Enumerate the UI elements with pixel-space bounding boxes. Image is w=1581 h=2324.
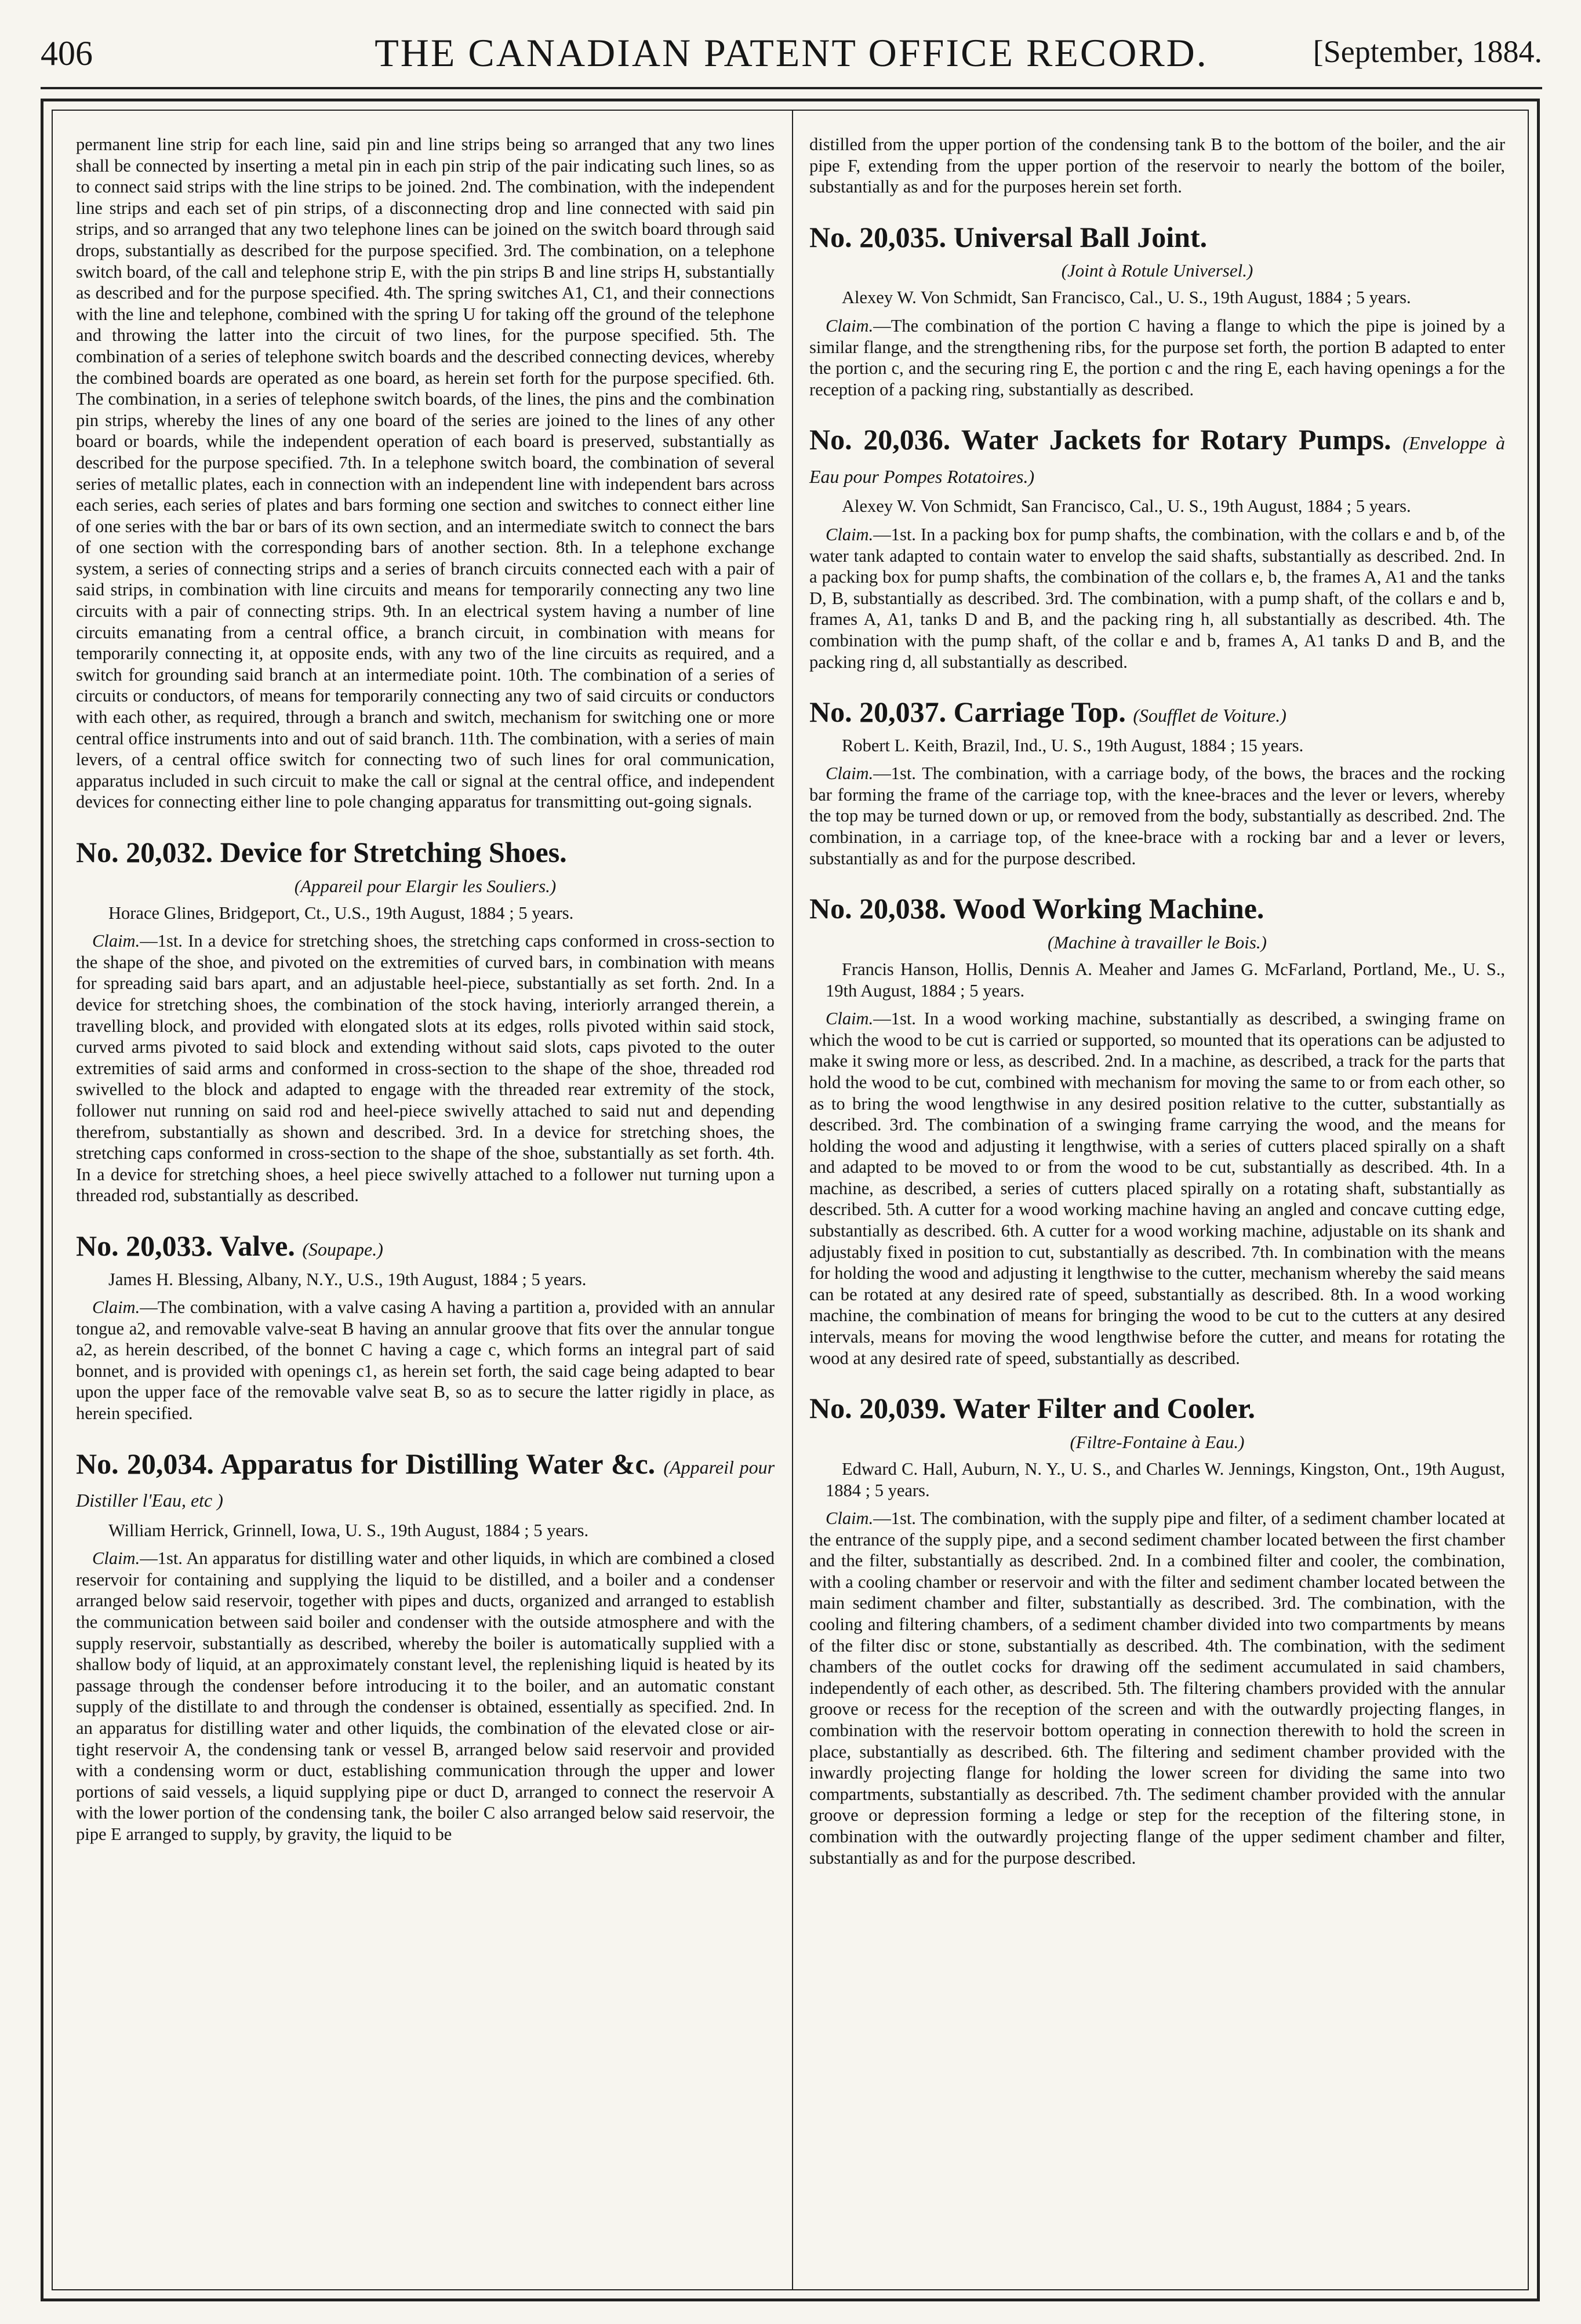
patent-heading <box>76 1448 775 1514</box>
french-title: (Enveloppe à Eau pour Pompes Rotatoires.) <box>809 432 1505 487</box>
french-title: (Appareil pour Distiller l'Eau, etc ) <box>76 1456 775 1511</box>
inventor-line: Robert L. Keith, Brazil, Ind., U. S., 19th August, 1884 ; 15 years. <box>842 735 1304 755</box>
french-title: (Joint à Rotule Universel.) <box>1061 260 1253 281</box>
claim-label: Claim. <box>826 1009 874 1029</box>
page-number: 406 <box>41 34 93 72</box>
claim-body: —The combination, with a valve casing A having a partition a, provided with an annular tongue a2, and removable valve-seat B having an annular groove that fits over the annular tongue a2, as herein described, of the bonnet C having a cage c, which forms an integral part of said bonnet, and is provided with openings c1, as herein set forth, the said cage being adapted to bear upon the upper face of the removable valve seat B, so as to secure the latter rigidly in place, as herein specified. <box>76 1297 775 1424</box>
claim-label: Claim. <box>92 1297 140 1318</box>
left-column <box>76 134 775 1852</box>
patent-heading <box>809 1392 1505 1425</box>
claim-body: —1st. An apparatus for distilling water and other liquids, in which are combined a closed reservoir for containing and supplying the liquid to be distilled, and a boiler and a condenser arranged below said reservoir, together with pipes and ducts, organized and arranged to establish the communication between said boiler and condenser with the outside atmosphere and with the supply reservoir, substantially as described, whereby the boiler is automatically supplied with a shallow body of liquid, at an approximately constant level, the replenishing liquid is heated by its passage through the condenser before introducing it to the boiler, and an automatic constant supply of the distillate to and through the condenser is obtained, essentially as specified. 2nd. In an apparatus for distilling water and other liquids, the combination of the elevated close or air-tight reservoir A, the condensing tank or vessel B, arranged below said reservoir and provided with a condensing worm or duct, establishing communication through the upper and lower portions of said vessels, a liquid supplying pipe or duct D, arranged to connect the reservoir A with the lower portion of the condensing tank, the boiler C also arranged below said reservoir, the pipe E arranged to supply, by gravity, the liquid to be <box>76 1548 775 1844</box>
inventor-line: Francis Hanson, Hollis, Dennis A. Meaher and James G. McFarland, Portland, Me., U. S., 19th August, 1884 ; 5 years. <box>826 959 1505 1001</box>
claim-body: —1st. In a wood working machine, substantially as described, a swinging frame on which the wood to be cut is carried or supported, so mounted that its operations can be adjusted to make it swing more or less, as described. 2nd. In a machine, as described, a track for the parts that hold the wood to be cut, combined with mechanism for moving the same to or from each other, so as to bring the wood lengthwise in any desired position relative to the cutter, substantially as described. 3rd. The combination of a swinging frame carrying the wood, and the means for holding the wood and adjusting it lengthwise, with a series of cutters placed spirally on a shaft and adapted to be moved to or from the wood to be cut, substantially as described. 4th. In a machine, as described, a series of cutters placed spirally on a rotating shaft, substantially as described. 5th. A cutter for a wood working machine having an angled and concave cutting edge, substantially as described. 6th. A cutter for a wood working machine, adjustable on its shank and adjustably fixed in position to cut, substantially as described. 7th. In combination with the means for holding the wood and adjusting it lengthwise to the cutter, mechanism whereby the said means can be rotated at any desired rate of speed, substantially as described. 8th. In a wood working machine, the combination of means for bringing the wood to be cut to the cutters at any desired intervals, means for moving the wood lengthwise before the cutter, and means for rotating the wood at any desired rate of speed, substantially as described. <box>809 1009 1505 1368</box>
patent-entry <box>809 221 1505 401</box>
patent-title: Water Jackets for Rotary Pumps. <box>961 423 1391 456</box>
claim-text <box>809 524 1505 672</box>
claim-text <box>809 1008 1505 1369</box>
claim-label: Claim. <box>92 931 140 951</box>
patent-number: No. 20,033. <box>76 1230 213 1262</box>
patent-title: Device for Stretching Shoes. <box>220 836 567 868</box>
patent-heading <box>809 221 1505 254</box>
patent-title: Apparatus for Distilling Water &c. <box>220 1447 656 1480</box>
claim-label: Claim. <box>826 316 874 336</box>
patent-entry <box>76 1230 775 1424</box>
french-title: (Soufflet de Voiture.) <box>1133 705 1286 726</box>
claim-body: —1st. In a device for stretching shoes, the stretching caps conformed in cross-section to the shape of the shoe, and pivoted on the extremities of curved bars, in combination with means for spreading said bars apart, and an adjustable heel-piece, substantially as set forth. 2nd. In a device for stretching shoes, the combination of the stock having, interiorly arranged therein, a travelling block, and provided with elongated slots at its edges, rolls pivoted within said stock, curved arms pivoted to said block and extending without said slots, caps pivoted to the outer extremities of said arms and conformed in cross-section to the shape of the shoe, threaded rod swivelled to the block and adapted to engage with the threaded rear extremity of the stock, follower nut running on said rod and heel-piece swivelly attached to said nut and depending therefrom, substantially as shown and described. 3rd. In a device for stretching shoes, the stretching caps conformed in cross-section to the shape of the shoe, substantially as set forth. 4th. In a device for stretching shoes, a heel piece swivelly attached to a follower nut turning upon a threaded rod, substantially as described. <box>76 931 775 1206</box>
claim-label: Claim. <box>826 525 874 545</box>
patent-number: No. 20,038. <box>809 892 947 925</box>
patent-number: No. 20,034. <box>76 1447 214 1480</box>
french-title: (Machine à travailler le Bois.) <box>1048 932 1267 952</box>
claim-label: Claim. <box>826 763 874 784</box>
claim-text <box>76 930 775 1206</box>
claim-text <box>76 1548 775 1845</box>
patent-title: Valve. <box>219 1230 295 1262</box>
column-divider <box>792 111 793 2289</box>
page-header <box>41 17 1542 89</box>
patent-number: No. 20,035. <box>809 220 947 253</box>
claim-body: —The combination of the portion C having a flange to which the pipe is joined by a similar flange, and the strengthening ribs, for the purpose set forth, the portion B adapted to enter the portion c, and the securing ring E, the portion c and the ring E, each having openings a for the reception of a packing ring, substantially as described. <box>809 316 1505 399</box>
inner-frame <box>52 110 1529 2290</box>
patent-heading <box>76 1230 775 1263</box>
patent-number: No. 20,037. <box>809 696 947 729</box>
patent-heading <box>809 892 1505 926</box>
patent-heading <box>809 696 1505 729</box>
patent-heading <box>76 836 775 870</box>
claim-body: —1st. In a packing box for pump shafts, the combination, with the collars e and b, of the water tank adapted to contain water to envelop the said shafts, substantially as described. 2nd. In a packing box for pump shafts, the combination of the collars e, b, the frames A, A1 and the tanks D, B, substantially as described. 3rd. The combination, with a pump shaft, of the collars e and b, frames A, A1, tanks D and B, and the packing ring h, all substantially as described. 4th. The combination with the pump shaft, of the collar e and b, frames A, A1 tanks D and B, and the packing ring d, all substantially as described. <box>809 525 1505 672</box>
claim-text <box>76 1297 775 1424</box>
page-date: [September, 1884. <box>1313 34 1542 69</box>
patent-entry <box>809 696 1505 869</box>
continued-claims: distilled from the upper portion of the condensing tank B to the bottom of the boiler, and the air pipe F, extending from the upper portion of the reservoir to nearly the bottom of the boiler, substantially as and for the purposes herein set forth. <box>809 134 1505 197</box>
patent-title: Water Filter and Cooler. <box>953 1392 1255 1425</box>
patent-number: No. 20,036. <box>809 423 951 456</box>
claim-body: —1st. The combination, with a carriage body, of the bows, the braces and the rocking bar forming the frame of the carriage top, with the knee-braces and the lever or levers, whereby the top may be turned down or up, or removed from the body, substantially as described. 2nd. The combination, in a carriage top, of the knee-brace with a rocking bar and a lever or levers, substantially as and for the purpose described. <box>809 763 1505 868</box>
patent-entry <box>809 423 1505 672</box>
patent-entry <box>809 892 1505 1369</box>
inventor-line: William Herrick, Grinnell, Iowa, U. S., 19th August, 1884 ; 5 years. <box>108 1520 589 1540</box>
french-title: (Soupape.) <box>302 1239 383 1260</box>
claim-text <box>809 315 1505 400</box>
french-title: (Appareil pour Elargir les Souliers.) <box>294 875 557 896</box>
patent-number: No. 20,032. <box>76 836 213 868</box>
page-frame <box>41 99 1540 2301</box>
claim-label: Claim. <box>826 1508 874 1529</box>
inventor-line: Alexey W. Von Schmidt, San Francisco, Cal., U. S., 19th August, 1884 ; 5 years. <box>842 288 1411 308</box>
claim-label: Claim. <box>92 1548 140 1569</box>
claim-body: —1st. The combination, with the supply pipe and filter, of a sediment chamber located at the entrance of the supply pipe, and a second sediment chamber located between the first chamber and the filter, substantially as described. 2nd. In a combined filter and cooler, the combination, with a cooling chamber or reservoir and with the filter and sediment chamber located between the main sediment chamber and filter, substantially as described. 3rd. The combination, with the cooling and filtering chambers, of a sediment chamber divided into two compartments by means of the filter disc or stone, substantially as described. 4th. The combination, with the sediment chambers of the outlet cocks for drawing off the sediment accumulated in said chambers, independently of each other, as described. 5th. The filtering chambers provided with the annular groove or recess for the reception of the screen and with the outwardly projecting flanges, in combination with the reservoir bottom operating in connection therewith to hold the screen in place, substantially as described. 6th. The filtering and sediment chamber provided with the inwardly projecting flange for holding the lower screen for dividing the same into two compartments, substantially as described. 7th. The sediment chamber provided with the annular groove or depression forming a ledge or step for the reception of the filtering stone, in combination with the outwardly projecting flange of the upper sediment chamber and filter, substantially as and for the purpose described. <box>809 1508 1505 1868</box>
claim-text <box>809 1508 1505 1868</box>
right-column <box>809 134 1505 1875</box>
patent-title: Wood Working Machine. <box>953 892 1264 925</box>
inventor-line: Edward C. Hall, Auburn, N. Y., U. S., and Charles W. Jennings, Kingston, Ont., 19th August, 1884 ; 5 years. <box>826 1459 1505 1500</box>
patent-title: Universal Ball Joint. <box>953 220 1208 253</box>
patent-entry <box>76 836 775 1206</box>
french-title: (Filtre-Fontaine à Eau.) <box>1070 1431 1245 1452</box>
inventor-line: James H. Blessing, Albany, N.Y., U.S., 19th August, 1884 ; 5 years. <box>108 1269 587 1289</box>
patent-entry <box>809 1392 1505 1868</box>
patent-title: Carriage Top. <box>953 696 1126 729</box>
continued-claims: permanent line strip for each line, said pin and line strips being so arranged that any two lines shall be connected by inserting a metal pin in each pin strip of the pair indicating such lines, so as to connect said strips with the line strips to be joined. 2nd. The combination, with the independent line strips and each set of pin strips, of a disconnecting drop and line connected with said pin strips, and so arranged that any two telephone lines can be joined on the switch board through said drops, substantially as described for the purpose specified. 3rd. The combination, on a telephone switch board, of the call and telephone strip E, with the pin strips B and line strips H, substantially as described and for the purpose specified. 4th. The spring switches A1, C1, and their connections with the line and telephone, combined with the spring U for taking off the ground of the telephone and throwing the latter into the circuit of two lines, for the purpose specified. 5th. The combination of a series of telephone switch boards and the described connecting devices, whereby the combined boards are operated as one board, as herein set forth for the purpose specified. 6th. The combination, in a series of telephone switch boards, of the lines, the pins and the combination pin strips, whereby the lines of any one board of the series are joined to the lines of any other board or boards, while the independent operation of each board is preserved, substantially as described for the purpose specified. 7th. In a telephone switch board, the combination of several series of metallic plates, each in connection with an independent line with independent bars across each series, each series of plates and bars forming one section and switches to connect either line of one series with the bar or bars of its own section, and an intermediate switch to connect the bars of one section with the corresponding bars of another section. 8th. In a telephone exchange system, a series of connecting strips and a series of branch circuits connected each with a pair of said strips, in combination with line circuits and means for temporarily connecting any two line circuits with a pair of connecting strips. 9th. In an electrical system having a number of line circuits emanating from a central office, a branch circuit, in combination with means for temporarily connecting it, at opposite ends, with any two of the line circuits as required, and a switch for grounding said branch at an intermediate point. 10th. The combination of a series of circuits or conductors, of means for temporarily connecting any two of said circuits or conductors with each other, as required, through a branch and switch, mechanism for switching one or more central office instruments into and out of said branch. 11th. The combination, with a series of main levers, of a central office switch for connecting two of such lines for oral communication, apparatus included in such circuit to make the call or signal at the central office, and independent devices for connecting either line to pole changing apparatus for transmitting out-going signals. <box>76 134 775 812</box>
patent-heading <box>809 423 1505 490</box>
patent-number: No. 20,039. <box>809 1392 947 1425</box>
inventor-line: Alexey W. Von Schmidt, San Francisco, Cal., U. S., 19th August, 1884 ; 5 years. <box>842 496 1411 517</box>
page-title: THE CANADIAN PATENT OFFICE RECORD. <box>375 31 1208 75</box>
patent-entry <box>76 1448 775 1845</box>
inventor-line: Horace Glines, Bridgeport, Ct., U.S., 19th August, 1884 ; 5 years. <box>108 903 574 923</box>
claim-text <box>809 763 1505 869</box>
